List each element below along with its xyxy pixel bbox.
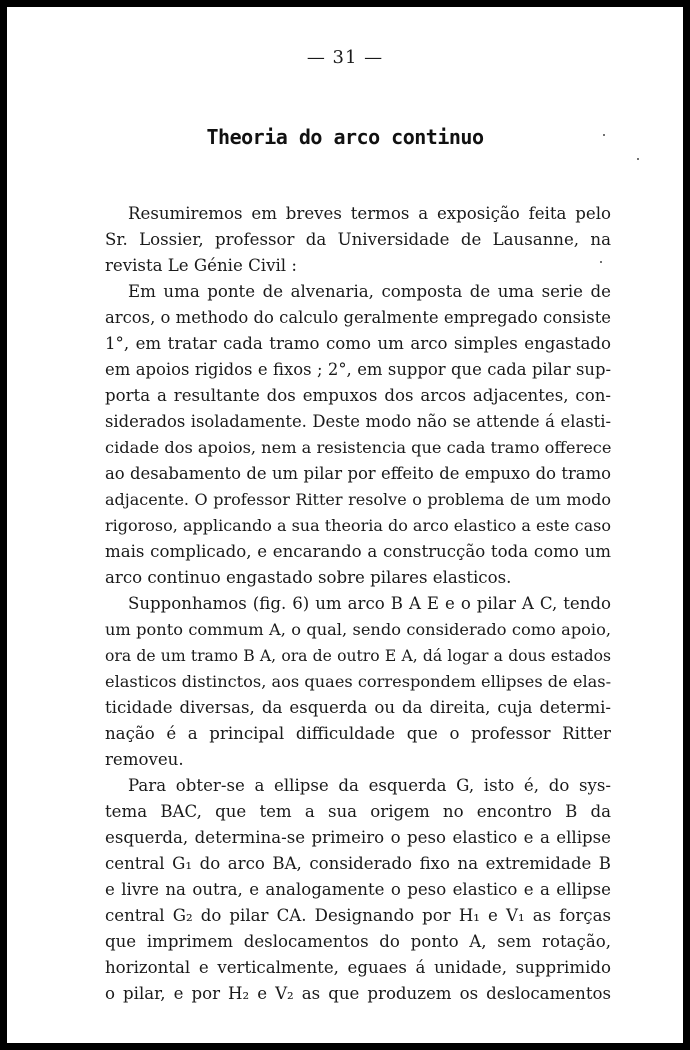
text-line: mais complicado, e encarando a construcção toda como um	[105, 542, 611, 561]
text-line: removeu.	[105, 750, 184, 769]
text-line: Sr. Lossier, professor da Universidade de Lausanne, na	[105, 230, 611, 249]
text-line: ora de um tramo B A, ora de outro E A, dá logar a dous estados	[105, 647, 611, 665]
text-line: ao desabamento de um pilar por effeito de empuxo do tramo	[105, 464, 611, 483]
paper-speck	[603, 134, 605, 136]
text-line: tema BAC, que tem a sua origem no encontro B da	[105, 802, 611, 821]
text-line: central G₂ do pilar CA. Designando por H₁ e V₁ as forças	[105, 906, 611, 925]
text-line: arcos, o methodo do calculo geralmente empregado consiste	[105, 308, 611, 327]
text-line: ticidade diversas, da esquerda ou da direita, cuja determi-	[105, 698, 611, 717]
text-line: em apoios rigidos e fixos ; 2°, em suppor que cada pilar sup-	[105, 360, 611, 379]
book-page	[7, 7, 683, 1043]
text-line: Supponhamos (fig. 6) um arco B A E e o pilar A C, tendo	[128, 594, 611, 613]
page-number: — 31 —	[306, 47, 384, 68]
paper-speck	[600, 261, 602, 263]
text-line: nação é a principal difficuldade que o professor Ritter	[105, 724, 611, 743]
text-line: cidade dos apoios, nem a resistencia que cada tramo offerece	[105, 438, 612, 457]
text-line: adjacente. O professor Ritter resolve o problema de um modo	[105, 490, 611, 509]
paper-speck	[637, 158, 639, 160]
text-line: 1°, em tratar cada tramo como um arco simples engastado	[105, 334, 611, 353]
text-line: elasticos distinctos, aos quaes correspondem ellipses de elas-	[105, 672, 612, 691]
text-line: Em uma ponte de alvenaria, composta de uma serie de	[128, 282, 611, 301]
text-line: porta a resultante dos empuxos dos arcos adjacentes, con-	[105, 386, 611, 405]
section-title: Theoria do arco continuo	[206, 125, 484, 149]
text-line: o pilar, e por H₂ e V₂ as que produzem os deslocamentos	[105, 984, 611, 1003]
text-line: siderados isoladamente. Deste modo não se attende á elasti-	[105, 412, 611, 431]
text-line: arco continuo engastado sobre pilares elasticos.	[105, 568, 512, 587]
text-line: Para obter-se a ellipse da esquerda G, isto é, do sys-	[128, 776, 611, 795]
text-line: revista Le Génie Civil :	[105, 256, 297, 275]
text-line: horizontal e verticalmente, eguaes á unidade, supprimido	[105, 958, 611, 977]
text-line: rigoroso, applicando a sua theoria do arco elastico a este caso	[105, 516, 611, 535]
text-line: que imprimem deslocamentos do ponto A, sem rotação,	[105, 932, 611, 951]
text-line: esquerda, determina-se primeiro o peso elastico e a ellipse	[105, 828, 611, 847]
text-line: central G₁ do arco BA, considerado fixo na extremidade B	[105, 854, 611, 873]
text-line: um ponto commum A, o qual, sendo considerado como apoio,	[105, 620, 611, 639]
text-line: e livre na outra, e analogamente o peso elastico e a ellipse	[105, 880, 611, 899]
text-line: Resumiremos em breves termos a exposição feita pelo	[128, 204, 611, 223]
